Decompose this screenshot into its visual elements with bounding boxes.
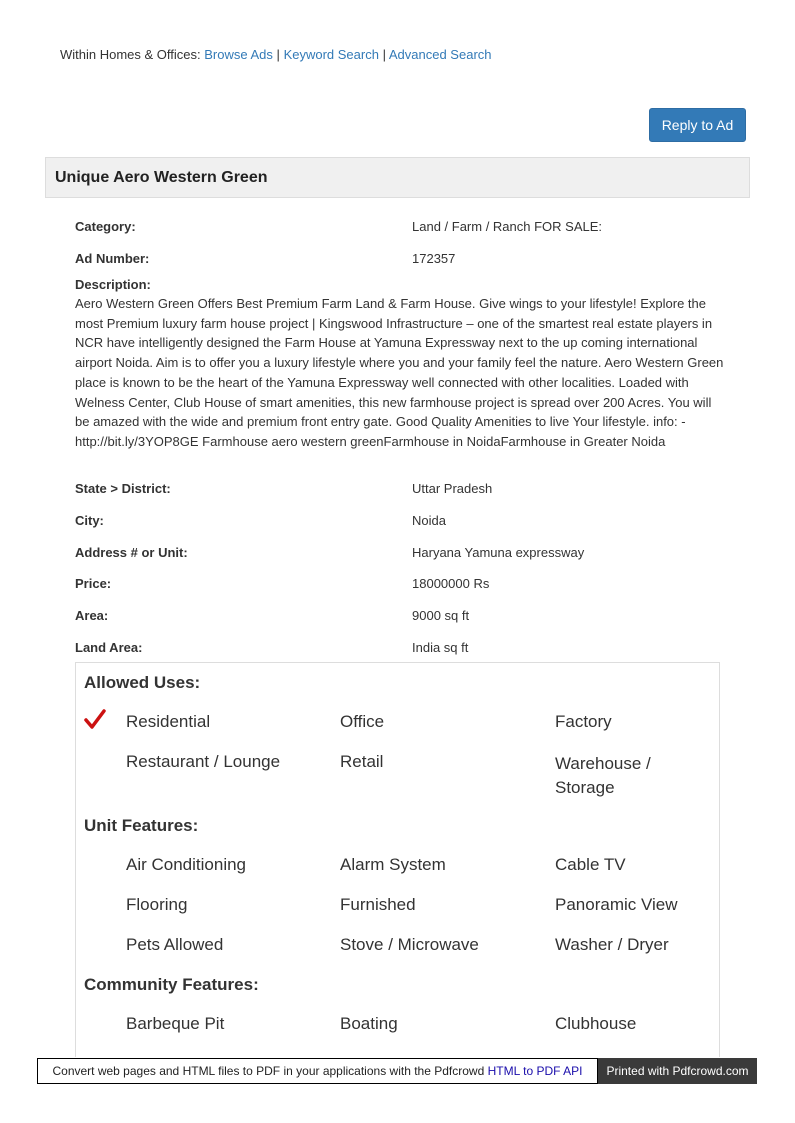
unit-feature-item: Air Conditioning	[126, 855, 247, 874]
allowed-use-item: Restaurant / Lounge	[126, 752, 281, 771]
browse-ads-link[interactable]: Browse Ads	[204, 47, 273, 62]
state-label: State > District:	[75, 481, 171, 496]
community-features-title: Community Features:	[84, 975, 259, 994]
city-value: Noida	[412, 513, 446, 528]
pdfcrowd-footer	[37, 1058, 598, 1084]
area-value: 9000 sq ft	[412, 608, 470, 623]
reply-to-ad-button[interactable]: Reply to Ad	[649, 108, 746, 142]
area-label: Area:	[75, 608, 109, 623]
breadcrumb	[60, 47, 492, 62]
ad-number-label: Ad Number:	[75, 251, 150, 266]
unit-feature-item: Alarm System	[340, 855, 446, 874]
unit-feature-item: Furnished	[340, 895, 416, 914]
allowed-use-item: Office	[340, 712, 385, 731]
community-feature-item: Boating	[340, 1014, 398, 1033]
allowed-uses-title: Allowed Uses:	[84, 673, 201, 692]
footer-text: Convert web pages and HTML files to PDF in your applications with the Pdfcrowd	[52, 1064, 485, 1078]
price-label: Price:	[75, 576, 112, 591]
allowed-use-item: Retail	[340, 752, 384, 771]
breadcrumb-separator: |	[382, 47, 386, 62]
ad-number-value: 172357	[412, 251, 456, 266]
description-text: Aero Western Green Offers Best Premium Farm Land & Farm House. Give wings to your lifestyle! Explore the most Premium luxury farm house project | Kingswood Infrastructure – one of the smartest real estate players in NCR have intelligently designed the Farm House at Yamuna Expressway next to the up coming international airport Noida. Aim is to offer you a luxury lifestyle where you and your family feel the nature. Aero Western Green place is known to be the heart of the Yamuna Expressway well connected with other localities. Loaded with Welness Center, Club House of smart amenities, this new farmhouse project is spread over 200 Acres. You will be amazed with the wide and premium front entry gate. Good Quality Amenities to live Your lifestyle. info: - http://bit.ly/3YOP8GE Farmhouse aero western greenFarmhouse in NoidaFarmhouse in Greater Noida	[75, 296, 724, 449]
pdfcrowd-badge[interactable]: Printed with Pdfcrowd.com	[598, 1058, 757, 1084]
description-label: Description:	[75, 277, 151, 292]
community-feature-item: Clubhouse	[555, 1014, 637, 1033]
allowed-use-item: Residential	[126, 712, 211, 731]
ad-title: Unique Aero Western Green	[55, 169, 268, 186]
allowed-use-item: Factory	[555, 712, 612, 731]
address-value: Haryana Yamuna expressway	[412, 545, 585, 560]
keyword-search-link[interactable]: Keyword Search	[283, 47, 379, 62]
unit-feature-item: Stove / Microwave	[340, 935, 479, 954]
breadcrumb-separator: |	[276, 47, 280, 62]
unit-feature-item: Flooring	[126, 895, 188, 914]
category-value: Land / Farm / Ranch FOR SALE:	[412, 219, 603, 234]
breadcrumb-prefix: Within Homes & Offices:	[60, 47, 201, 62]
allowed-use-item: Warehouse / Storage	[555, 754, 651, 797]
html-to-pdf-link[interactable]: HTML to PDF API	[487, 1064, 583, 1078]
ad-title-bar	[45, 157, 750, 198]
unit-feature-item: Pets Allowed	[126, 935, 224, 954]
unit-feature-item: Washer / Dryer	[555, 935, 669, 954]
land-area-label: Land Area:	[75, 640, 143, 655]
city-label: City:	[75, 513, 104, 528]
advanced-search-link[interactable]: Advanced Search	[388, 47, 492, 62]
land-area-value: India sq ft	[412, 640, 469, 655]
unit-feature-item: Panoramic View	[555, 895, 678, 914]
category-label: Category:	[75, 219, 136, 234]
unit-features-title: Unit Features:	[84, 816, 199, 835]
community-feature-item: Barbeque Pit	[126, 1014, 225, 1033]
state-value: Uttar Pradesh	[412, 481, 493, 496]
unit-feature-item: Cable TV	[555, 855, 626, 874]
address-label: Address # or Unit:	[75, 545, 188, 560]
checkmark-icon	[84, 708, 106, 730]
price-value: 18000000 Rs	[412, 576, 490, 591]
